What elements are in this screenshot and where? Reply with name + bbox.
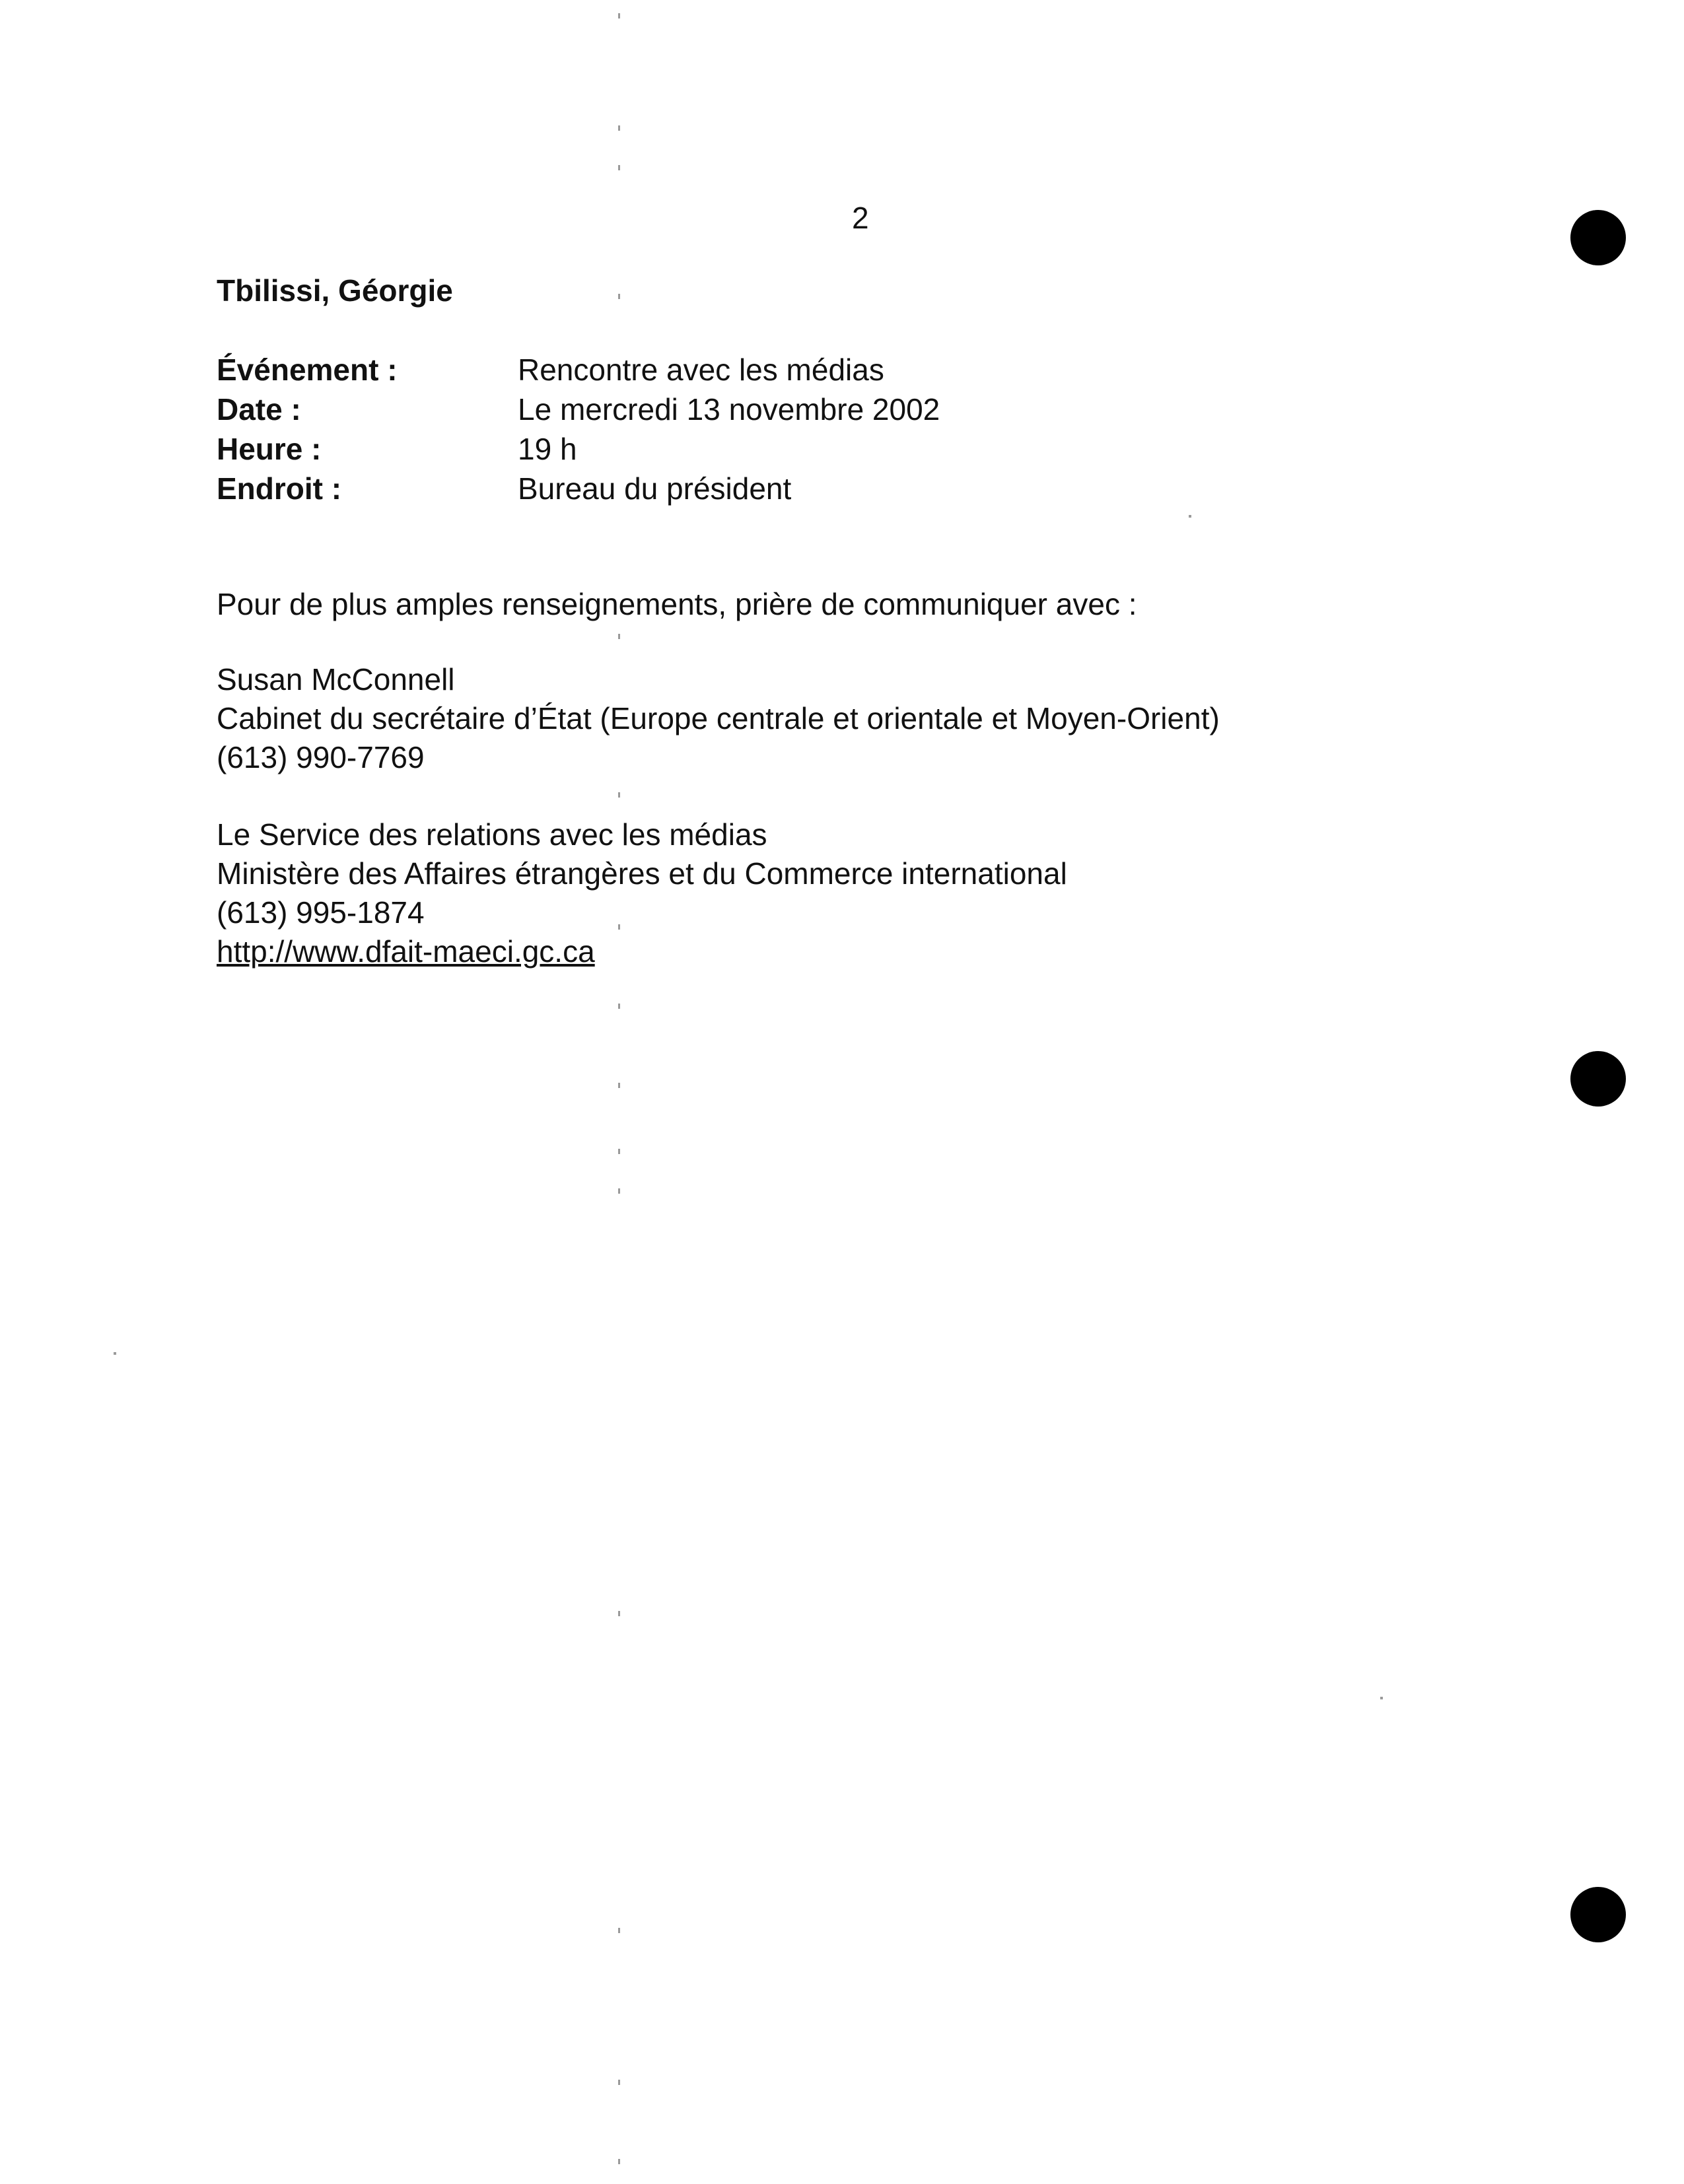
- event-row-date: [217, 390, 940, 429]
- contact-office: Cabinet du secrétaire d’État (Europe centrale et orientale et Moyen-Orient): [217, 701, 1220, 735]
- scan-artifact: [618, 1611, 620, 1616]
- event-row-time: [217, 429, 940, 469]
- contact-block-media: [217, 815, 1067, 971]
- event-row-location: [217, 469, 940, 508]
- date-label: Date :: [217, 392, 301, 427]
- scan-artifact: [618, 924, 620, 930]
- scan-artifact: [618, 1928, 620, 1933]
- scan-artifact: [618, 165, 620, 170]
- event-row-event: [217, 350, 940, 390]
- scan-artifact: [618, 2080, 620, 2085]
- time-label: Heure :: [217, 432, 322, 466]
- scan-artifact: [618, 634, 620, 639]
- binder-hole-bottom: [1570, 1887, 1626, 1942]
- ministry-name: Ministère des Affaires étrangères et du Commerce international: [217, 856, 1067, 891]
- scan-artifact: [618, 1149, 620, 1154]
- binder-hole-middle: [1570, 1051, 1626, 1107]
- contact-block-primary: [217, 660, 1220, 777]
- location-value: Bureau du président: [518, 471, 792, 506]
- contact-phone: (613) 990-7769: [217, 740, 425, 774]
- time-value: 19 h: [518, 432, 577, 466]
- binder-hole-top: [1570, 210, 1626, 265]
- contact-name: Susan McConnell: [217, 662, 455, 697]
- scan-artifact: [618, 125, 620, 131]
- scan-artifact: [618, 792, 620, 798]
- scan-artifact: [618, 1188, 620, 1194]
- event-label: Événement :: [217, 353, 398, 387]
- location-heading: Tbilissi, Géorgie: [217, 273, 453, 308]
- media-service-name: Le Service des relations avec les médias: [217, 817, 767, 852]
- scan-artifact: [1189, 515, 1191, 518]
- page-number: 2: [852, 201, 869, 235]
- event-value: Rencontre avec les médias: [518, 353, 884, 387]
- event-details: [217, 350, 940, 508]
- scan-artifact: [618, 13, 620, 18]
- scan-artifact: [1380, 1697, 1383, 1699]
- info-line: Pour de plus amples renseignements, prière de communiquer avec :: [217, 587, 1137, 621]
- date-value: Le mercredi 13 novembre 2002: [518, 392, 940, 427]
- location-label: Endroit :: [217, 471, 342, 506]
- scan-artifact: [618, 1083, 620, 1088]
- scan-artifact: [618, 294, 620, 299]
- scan-artifact: [618, 2159, 620, 2164]
- scan-artifact: [618, 1004, 620, 1009]
- media-phone: (613) 995-1874: [217, 895, 425, 930]
- website-link[interactable]: http://www.dfait-maeci.gc.ca: [217, 934, 595, 969]
- scan-artifact: [114, 1352, 116, 1355]
